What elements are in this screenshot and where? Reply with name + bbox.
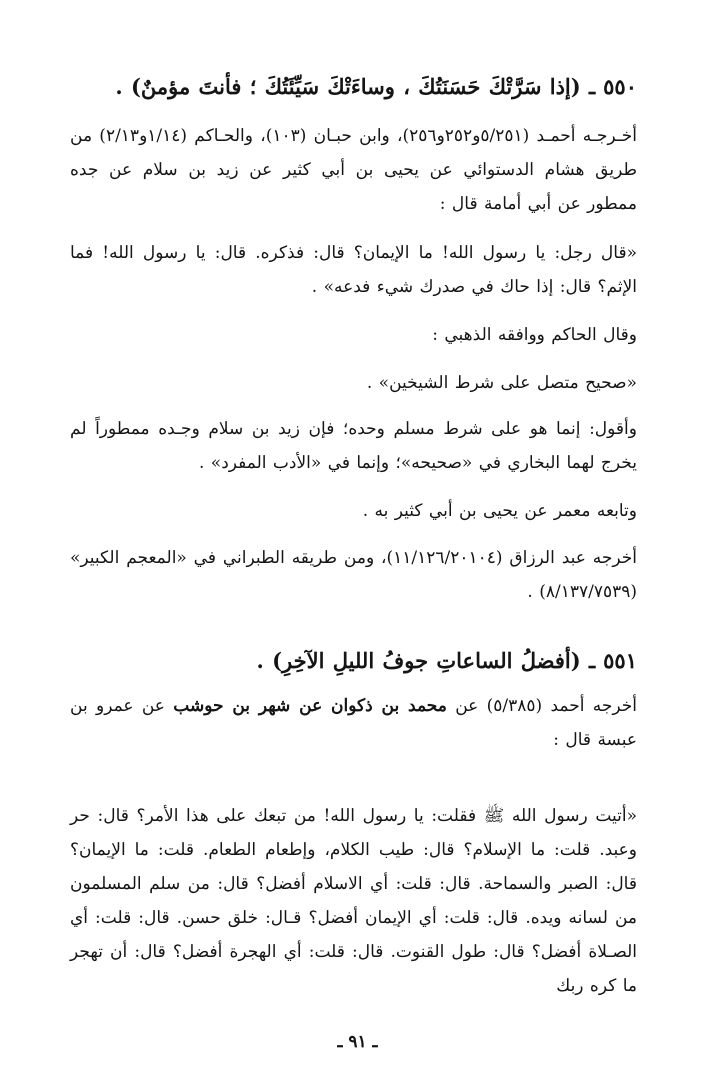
hadith-551-title: ـ (أفضلُ الساعاتِ جوفُ الليلِ الآخِرِ) . xyxy=(256,648,596,673)
hadith-550-title: ـ (إذا سَرَّتْكَ حَسَنَتُكَ ، وساءَتْكَ سَيِّئَتُكَ ؛ فأنتَ مؤمنٌ) . xyxy=(115,74,596,99)
hadith-550-abdurrazzaq: أخرجه عبد الرزاق (١١/١٢٦/٢٠١٠٤)، ومن طريقه الطبراني في «المعجم الكبير» (٨/١٣٧/٧٥٣٩) . xyxy=(70,548,637,602)
hadith-550-takhrij: أخـرجـه أحمـد (٥/٢٥١و٢٥٢و٢٥٦)، وابن حبـان (١٠٣)، والحـاكم (١/١٤و٢/١٣) من طريق هشام الدستوائي عن يحيى بن أبي كثير عن زيد بن سلام عن جده ممطور عن أبي أمامة قال : xyxy=(70,126,637,214)
hadith-551-takhrij xyxy=(70,689,637,757)
hadith-550-number: ٥٥٠ xyxy=(603,74,637,99)
takhrij-text-end: عن عمرو بن عبسة قال : xyxy=(70,696,637,750)
hadith-550-quote: «قال رجل: يا رسول الله! ما الإيمان؟ قال: فذكره. قال: يا رسول الله! فما الإثم؟ قال: إذا حاك في صدرك شيء فدعه» . xyxy=(70,243,637,297)
hadith-550-hakim-quote: «صحيح متصل على شرط الشيخين» . xyxy=(366,373,637,393)
hadith-551-heading xyxy=(70,644,637,678)
takhrij-text-start: أخرجه أحمد (٥/٣٨٥) عن xyxy=(446,696,637,716)
hadith-550-hakim-note: وقال الحاكم ووافقه الذهبي : xyxy=(432,325,637,345)
hadith-550-author-comment: وأقول: إنما هو على شرط مسلم وحده؛ فإن زيد بن سلام وجـده ممطوراً لم يخرج لهما البخاري في «صحيحه»؛ وإنما في «الأدب المفرد» . xyxy=(70,419,637,473)
narrators-bold: محمد بن ذكوان عن شهر بن حوشب xyxy=(173,696,447,716)
page-number: ـ ٩١ ـ xyxy=(337,1032,378,1052)
hadith-551-quote: «أتيت رسول الله ﷺ فقلت: يا رسول الله! من تبعك على هذا الأمر؟ قال: حر وعبد. قلت: ما الإسلام؟ قال: طيب الكلام، وإطعام الطعام. قلت: ما الإيمان؟ قال: الصبر والسماحة. قال: قلت: أي الاسلام أفضل؟ قال: من سلم المسلمون من لسانه ويده. قال: قلت: أي الإيمان أفضل؟ قـال: خلق حسن. قال: قلت: أي الصـلاة أفضل؟ قال: طول القنوت. قال: قلت: أي الهجرة أفضل؟ قال: أن تهجر ما كره ربك xyxy=(70,806,637,996)
hadith-550-mutaba: وتابعه معمر عن يحيى بن أبي كثير به . xyxy=(362,501,637,521)
hadith-551-number: ٥٥١ xyxy=(603,648,637,673)
hadith-550-heading xyxy=(70,70,637,104)
